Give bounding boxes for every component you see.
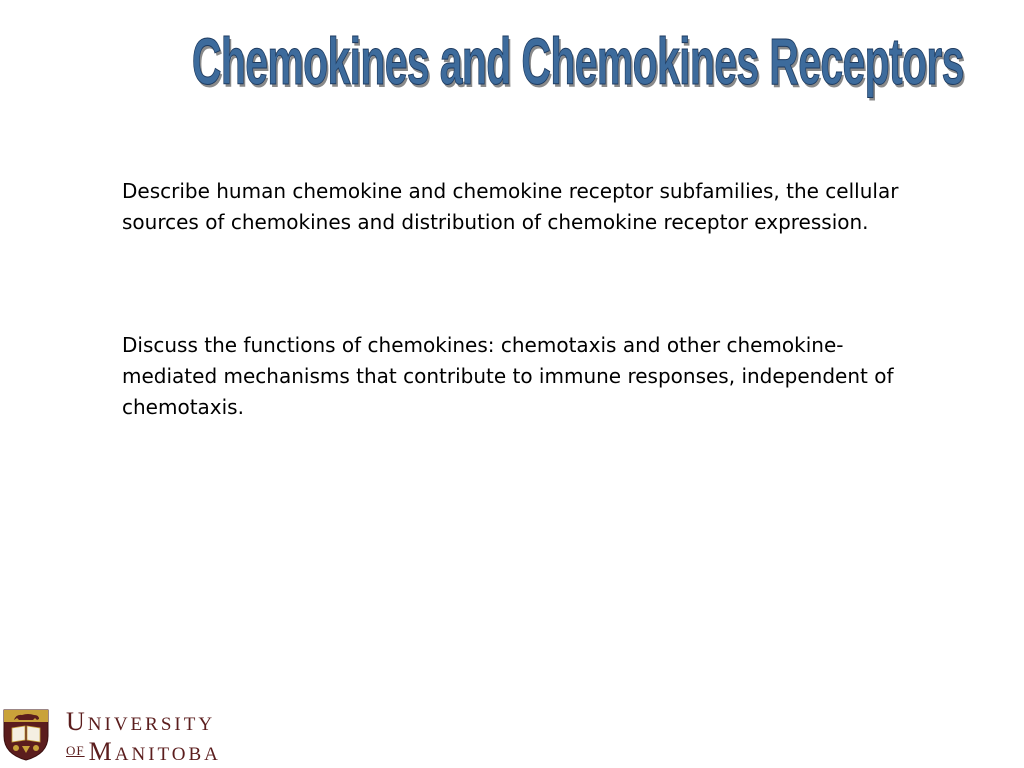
logo-manitoba-text: $^{OF}$ MANITOBA xyxy=(66,737,221,766)
paragraph-objective-1: Describe human chemokine and chemokine receptor subfamilies, the cellular sources of chemokines and distribution of chemokine receptor expression. xyxy=(122,179,899,234)
slide-title: Chemokines and Chemokines Receptors xyxy=(191,24,964,98)
university-crest-icon xyxy=(2,706,50,762)
university-logo xyxy=(0,700,240,768)
paragraph-objective-2: Discuss the functions of chemokines: chemotaxis and other chemokine-mediated mechanisms that contribute to immune responses, independent of chemotaxis. xyxy=(122,333,894,419)
logo-university-text: UNIVERSITY xyxy=(66,707,216,736)
